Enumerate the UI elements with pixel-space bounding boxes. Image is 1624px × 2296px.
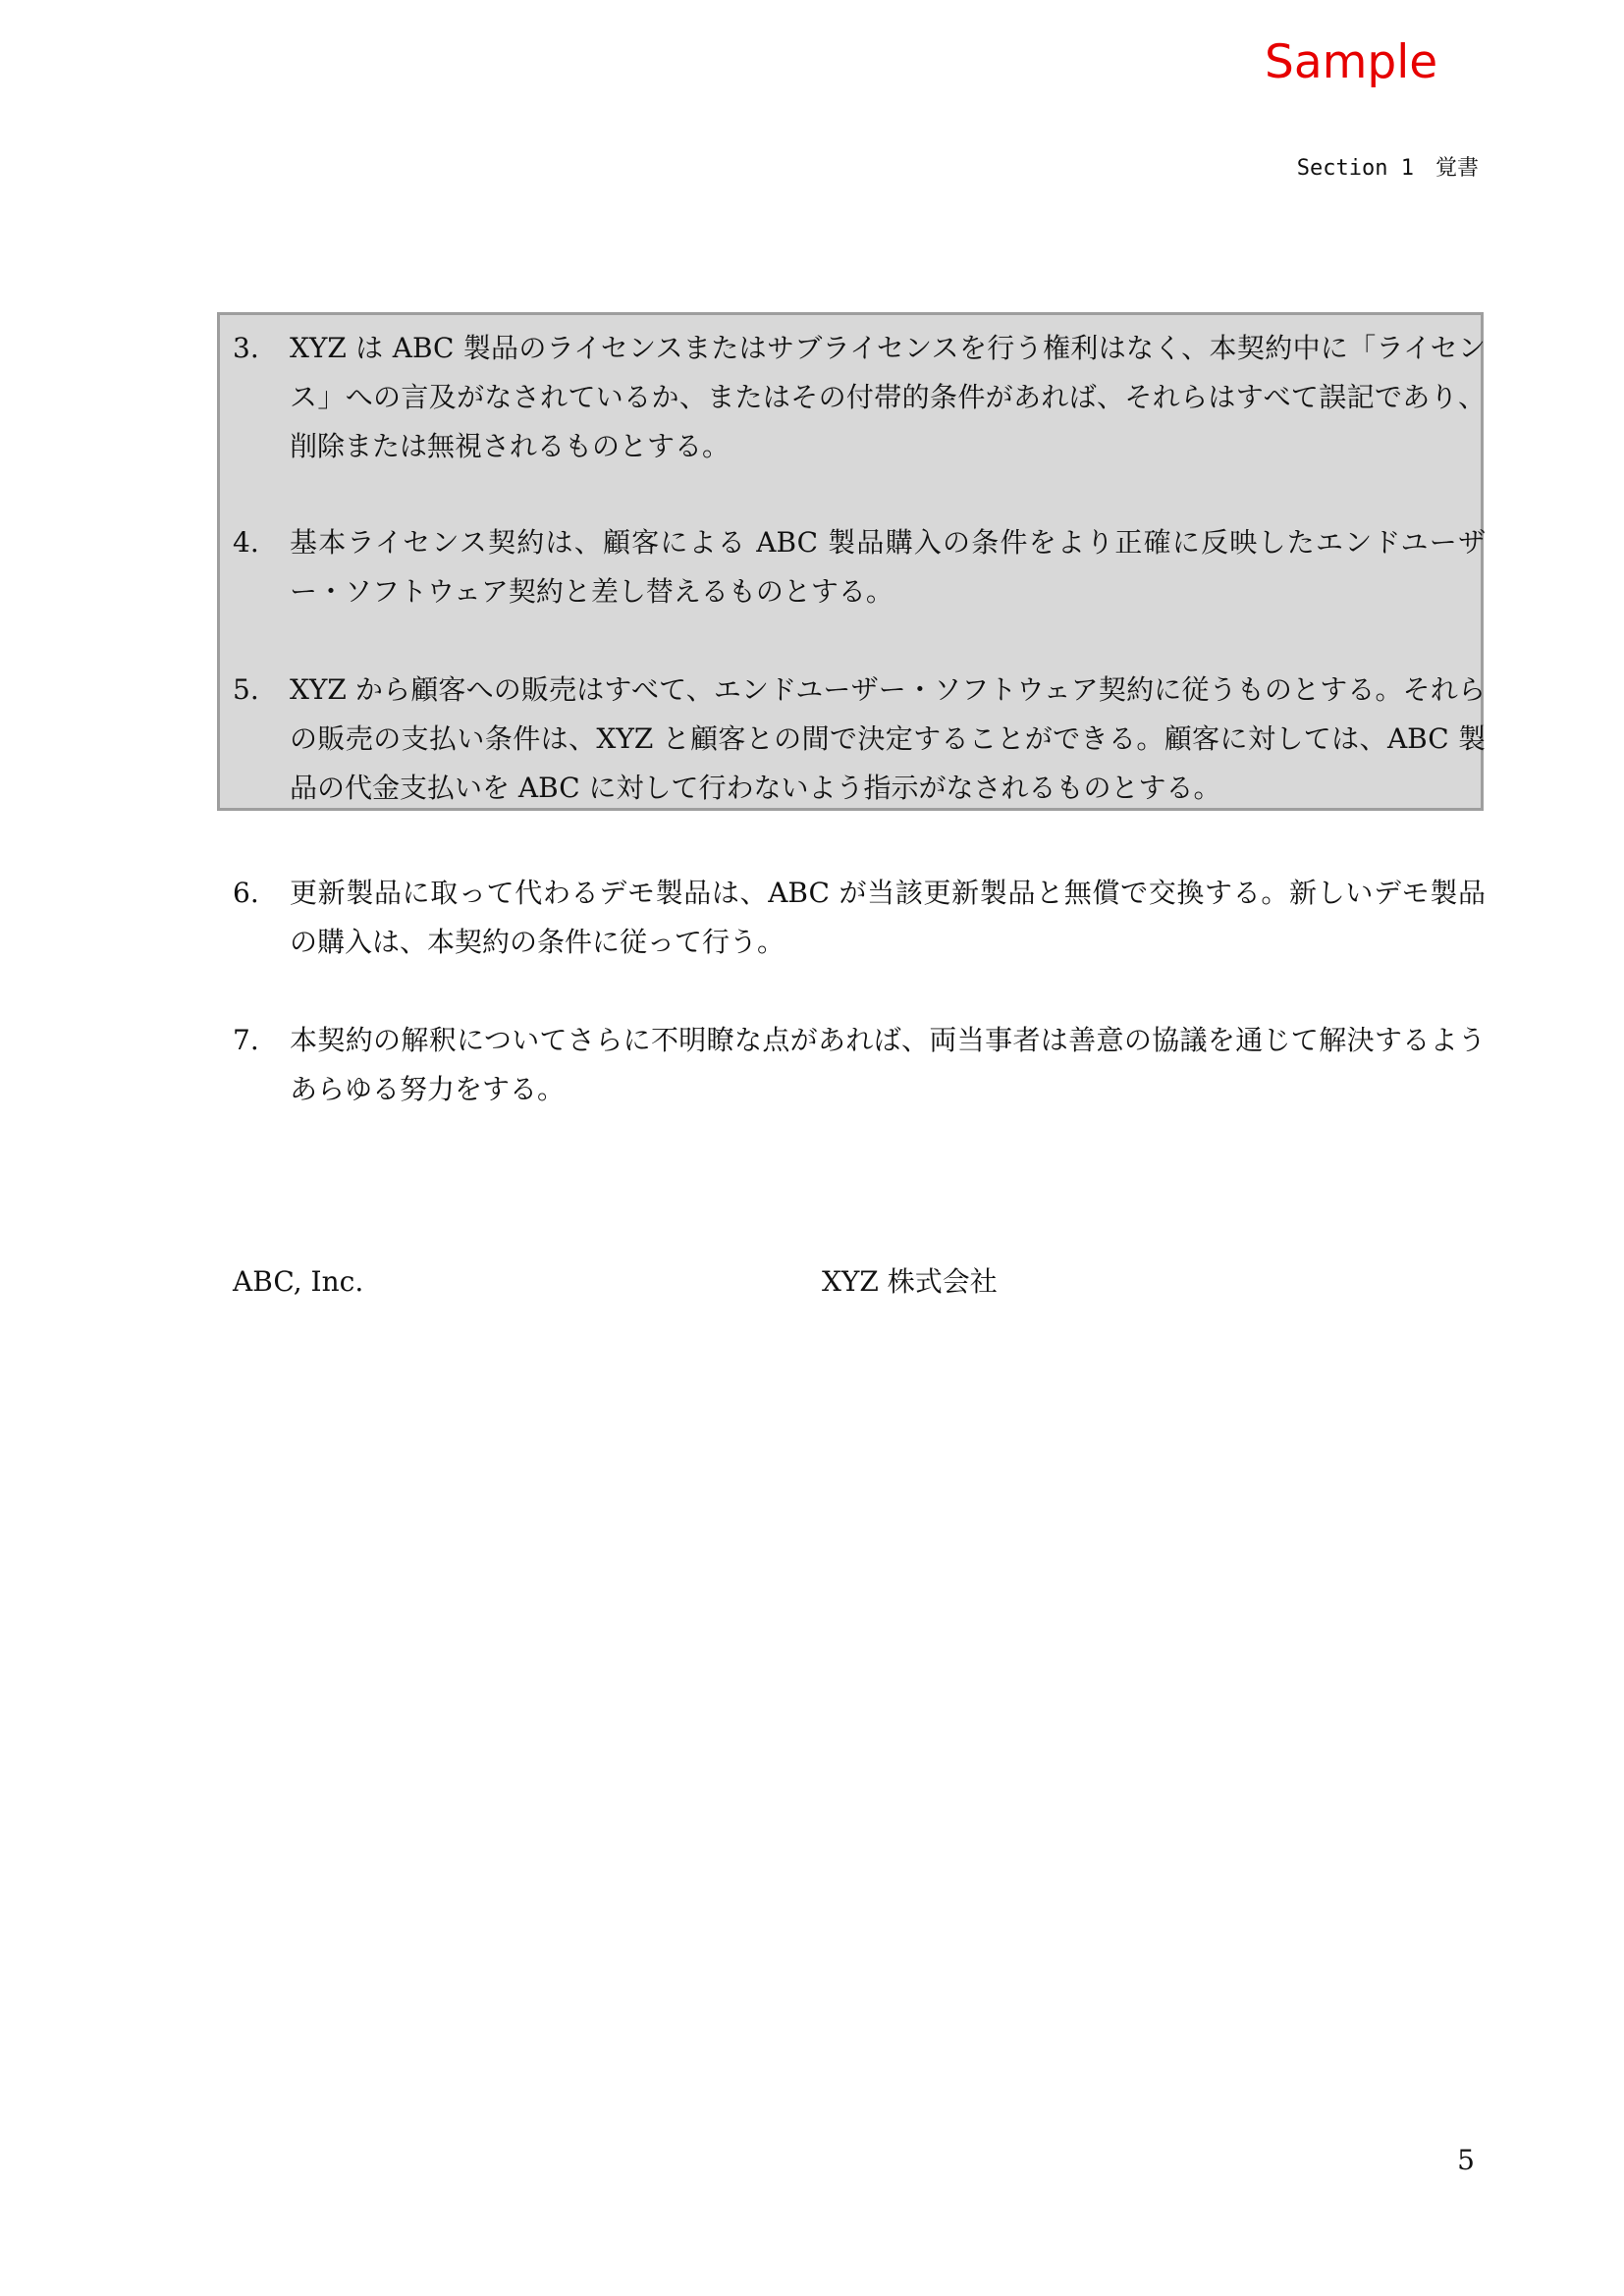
clause-number: 5.	[233, 673, 259, 706]
clause-number: 4.	[233, 526, 259, 559]
running-header-section: Section 1 覚書	[1296, 156, 1479, 181]
clause-text: 基本ライセンス契約は、顧客による ABC 製品購入の条件をより正確に反映したエンドユーザー・ソフトウェア契約と差し替えるものとする。	[290, 526, 1486, 608]
signature-party-abc: ABC, Inc.	[233, 1265, 364, 1298]
clause-7	[233, 1016, 1486, 1114]
clause-text: 更新製品に取って代わるデモ製品は、ABC が当該更新製品と無償で交換する。新しいデモ製品の購入は、本契約の条件に従って行う。	[290, 877, 1486, 958]
clause-4	[233, 518, 1486, 616]
clause-text: 本契約の解釈についてさらに不明瞭な点があれば、両当事者は善意の協議を通じて解決するようあらゆる努力をする。	[290, 1024, 1486, 1105]
sample-watermark: Sample	[1265, 35, 1438, 89]
clause-5	[233, 666, 1486, 813]
clause-number: 7.	[233, 1024, 259, 1056]
clause-text: XYZ は ABC 製品のライセンスまたはサブライセンスを行う権利はなく、本契約中に「ライセンス」への言及がなされているか、またはその付帯的条件があれば、それらはすべて誤記であり、削除または無視されるものとする。	[290, 332, 1486, 462]
clause-6	[233, 869, 1486, 967]
clause-3	[233, 324, 1486, 471]
clause-number: 6.	[233, 877, 259, 909]
clause-text: XYZ から顧客への販売はすべて、エンドユーザー・ソフトウェア契約に従うものとする。それらの販売の支払い条件は、XYZ と顧客との間で決定することができる。顧客に対しては、ABC 製品の代金支払いを ABC に対して行わないよう指示がなされるものとする。	[290, 673, 1486, 804]
page-number: 5	[1457, 2144, 1475, 2176]
signature-party-xyz: XYZ 株式会社	[822, 1265, 998, 1298]
clause-number: 3.	[233, 332, 259, 364]
